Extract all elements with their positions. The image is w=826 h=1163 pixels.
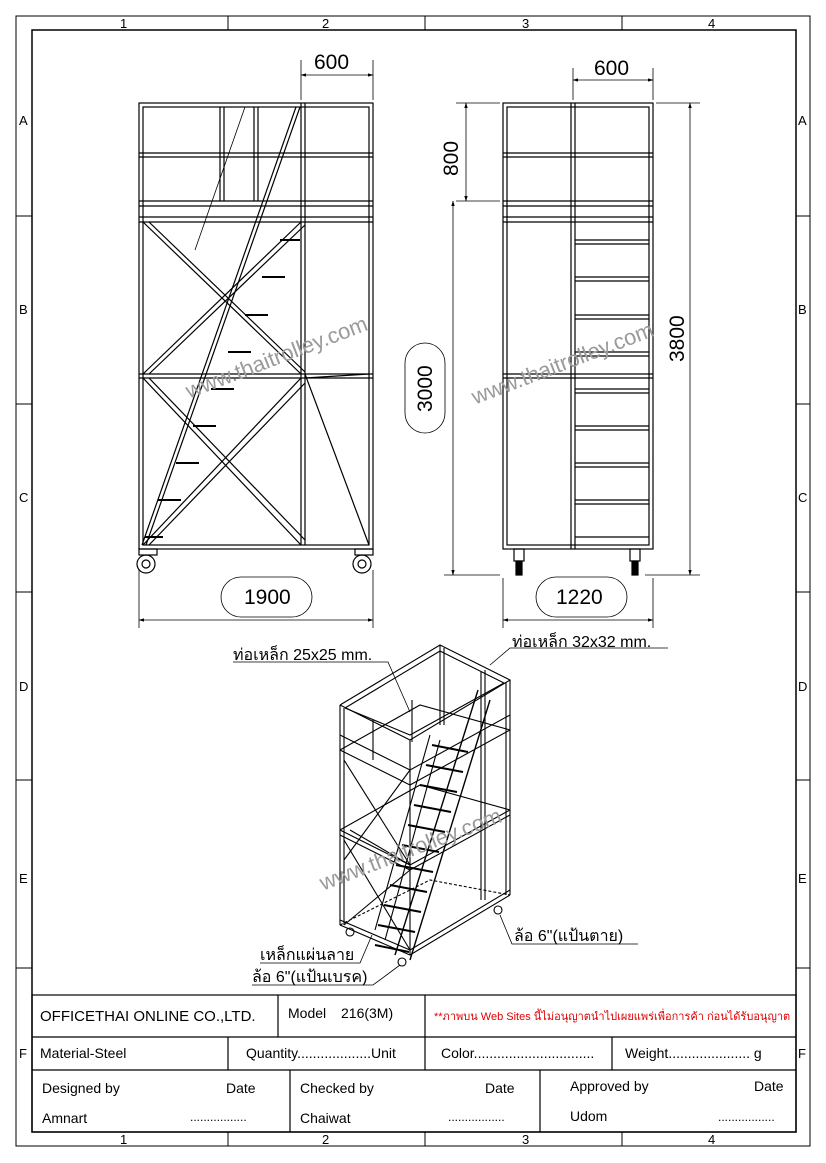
checked-by-name: Chaiwat xyxy=(300,1110,351,1126)
callout-wheel-fixed: ล้อ 6"(แป้นตาย) xyxy=(514,928,624,945)
zone-col-3-top: 3 xyxy=(522,16,530,31)
approved-date-label: Date xyxy=(754,1078,784,1094)
copyright-notice: **ภาพบน Web Sites นี้ไม่อนุญาตนำไปเผยแพร่เพื่อการค้า ก่อนได้รับอนุญาต xyxy=(434,1011,791,1023)
zone-row-b-right: B xyxy=(798,302,807,317)
designed-by-name: Amnart xyxy=(42,1110,88,1126)
watermark-iso: www.thaitrolley.com xyxy=(316,802,505,896)
approved-date-value: ................. xyxy=(718,1110,775,1124)
zone-row-a-left: A xyxy=(19,113,28,128)
zone-row-f-right: F xyxy=(798,1046,806,1061)
watermark-side: www.thaitrolley.com xyxy=(468,316,657,410)
weight: Weight..................... g xyxy=(625,1045,762,1061)
dim-lower-height: 3000 xyxy=(414,365,437,412)
zone-col-4-top: 4 xyxy=(708,16,716,31)
designed-date-value: ................. xyxy=(190,1110,247,1124)
zone-col-2-bottom: 2 xyxy=(322,1132,330,1147)
designed-date-label: Date xyxy=(226,1080,256,1096)
callout-plate: เหล็กแผ่นลาย xyxy=(260,947,355,964)
watermark-front: www.thaitrolley.com xyxy=(182,310,371,404)
model-label: Model xyxy=(288,1005,327,1021)
checked-by-label: Checked by xyxy=(300,1080,374,1096)
zone-row-f-left: F xyxy=(19,1046,27,1061)
zone-col-1-top: 1 xyxy=(120,16,128,31)
dim-front-top-width: 600 xyxy=(314,51,350,74)
zone-col-2-top: 2 xyxy=(322,16,330,31)
color: Color............................... xyxy=(441,1045,595,1061)
dim-side-width: 1220 xyxy=(556,586,603,609)
checked-date-label: Date xyxy=(485,1080,515,1096)
dim-top-section-height: 800 xyxy=(440,140,463,176)
material: Material-Steel xyxy=(40,1045,127,1061)
zone-row-d-left: D xyxy=(19,679,29,694)
approved-by-name: Udom xyxy=(570,1108,608,1124)
sheet-border xyxy=(16,16,810,1146)
zone-row-a-right: A xyxy=(798,113,807,128)
callout-tube-25: ท่อเหล็ก 25x25 mm. xyxy=(233,647,373,664)
approved-by-label: Approved by xyxy=(570,1078,649,1094)
zone-row-e-left: E xyxy=(19,871,28,886)
callout-tube-32: ท่อเหล็ก 32x32 mm. xyxy=(512,634,652,651)
zone-row-d-right: D xyxy=(798,679,808,694)
dim-total-height: 3800 xyxy=(666,315,689,362)
zone-row-b-left: B xyxy=(19,302,28,317)
company-name: OFFICETHAI ONLINE CO.,LTD. xyxy=(40,1008,256,1025)
quantity: Quantity...................Unit xyxy=(246,1045,396,1061)
dim-front-width: 1900 xyxy=(244,586,291,609)
designed-by-label: Designed by xyxy=(42,1080,120,1096)
checked-date-value: ................. xyxy=(448,1110,505,1124)
zone-col-1-bottom: 1 xyxy=(120,1132,128,1147)
model-value: 216(3M) xyxy=(341,1005,394,1021)
zone-col-3-bottom: 3 xyxy=(522,1132,530,1147)
zone-col-4-bottom: 4 xyxy=(708,1132,716,1147)
zone-row-c-left: C xyxy=(19,490,29,505)
zone-row-c-right: C xyxy=(798,490,808,505)
callout-wheel-brake: ล้อ 6"(แป้นเบรค) xyxy=(252,969,368,986)
zone-row-e-right: E xyxy=(798,871,807,886)
dim-side-top-width: 600 xyxy=(594,57,630,80)
